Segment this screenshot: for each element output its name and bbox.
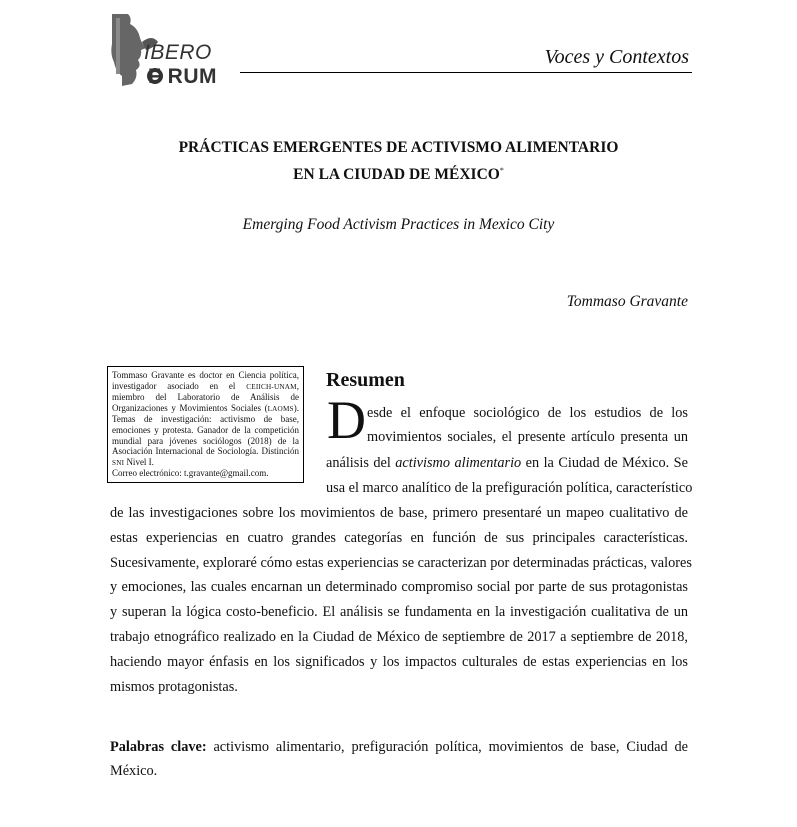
article-author: Tommaso Gravante bbox=[566, 293, 688, 310]
bio-line: investigador asociado en el CEIICH-UNAM, bbox=[112, 380, 299, 391]
abstract-line: usa el marco analítico de la prefiguración política, característico bbox=[326, 480, 693, 496]
abstract-line: esde el enfoque sociológico de los estudios de los bbox=[367, 405, 688, 421]
header-divider bbox=[240, 72, 692, 73]
keywords-text: activismo alimentario, prefiguración política, movimientos de base, Ciudad de México. bbox=[110, 739, 688, 779]
abstract-line: mismos protagonistas. bbox=[110, 679, 238, 695]
logo-ibero-text: IBERO bbox=[144, 41, 212, 64]
bio-email-line[interactable]: Correo electrónico: t.gravante@gmail.com. bbox=[112, 468, 269, 479]
bio-line: Temas de investigación: activismo de base, bbox=[112, 414, 299, 425]
bio-line: miembro del Laboratorio de Análisis de bbox=[112, 392, 299, 403]
bio-line: mundial para jóvenes sociólogos (2018) de la bbox=[112, 435, 299, 446]
abstract-dropcap: D bbox=[327, 390, 366, 450]
bio-line: SNI Nivel I. bbox=[112, 456, 154, 467]
abstract-line: y superan la lógica costo-beneficio. El análisis se fundamenta en la investigación cualitativa de un bbox=[110, 604, 688, 620]
bio-line: Asociación Internacional de Sociología. Distinción bbox=[112, 446, 299, 457]
journal-section-title: Voces y Contextos bbox=[544, 46, 689, 68]
keywords-paragraph bbox=[110, 735, 688, 783]
abstract-line: movimientos sociales, el presente artículo presenta un bbox=[367, 429, 688, 445]
keywords-label: Palabras clave: bbox=[110, 739, 207, 755]
bio-line: Tommaso Gravante es doctor en Ciencia política, bbox=[112, 370, 299, 380]
abstract-heading: Resumen bbox=[326, 369, 405, 391]
abstract-line: de las investigaciones sobre los movimientos de base, primero presentaré un mapeo cualitativo de bbox=[110, 505, 688, 521]
abstract-line: y emociones, las cuales encarnan un determinado compromiso social por parte de sus protagonistas bbox=[110, 579, 688, 595]
bio-line: emociones y protesta. Ganador de la competición bbox=[112, 424, 299, 435]
abstract-line: estas experiencias en cuatro grandes categorías en función de sus principales características. bbox=[110, 530, 688, 546]
abstract-text: en la Ciudad de México. Se bbox=[521, 455, 688, 471]
abstract-line: trabajo etnográfico realizado en la Ciudad de México de septiembre de 2017 a septiembre de 2018, bbox=[110, 629, 688, 645]
article-title bbox=[0, 136, 797, 186]
journal-logo bbox=[108, 14, 238, 92]
title-line-2: EN LA CIUDAD DE MÉXICO bbox=[293, 166, 500, 184]
author-bio-box bbox=[107, 366, 304, 483]
article-subtitle: Emerging Food Activism Practices in Mexico City bbox=[242, 216, 555, 233]
bio-line: Organizaciones y Movimientos Sociales (LAOMS). bbox=[112, 402, 299, 413]
title-line-1: PRÁCTICAS EMERGENTES DE ACTIVISMO ALIMENTARIO bbox=[178, 139, 619, 156]
abstract-line: Sucesivamente, exploraré cómo estas experiencias se caracterizan por determinadas prácticas, valores bbox=[110, 555, 692, 571]
abstract-text: análisis del bbox=[326, 455, 396, 471]
title-footnote-mark[interactable]: * bbox=[499, 166, 504, 175]
logo-forum-text: F RUM bbox=[148, 65, 217, 88]
abstract-line: haciendo mayor énfasis en los significados y los impactos culturales de estas experiencias en los bbox=[110, 654, 688, 670]
abstract-line bbox=[326, 452, 688, 474]
abstract-emphasis: activismo alimentario bbox=[395, 455, 522, 471]
